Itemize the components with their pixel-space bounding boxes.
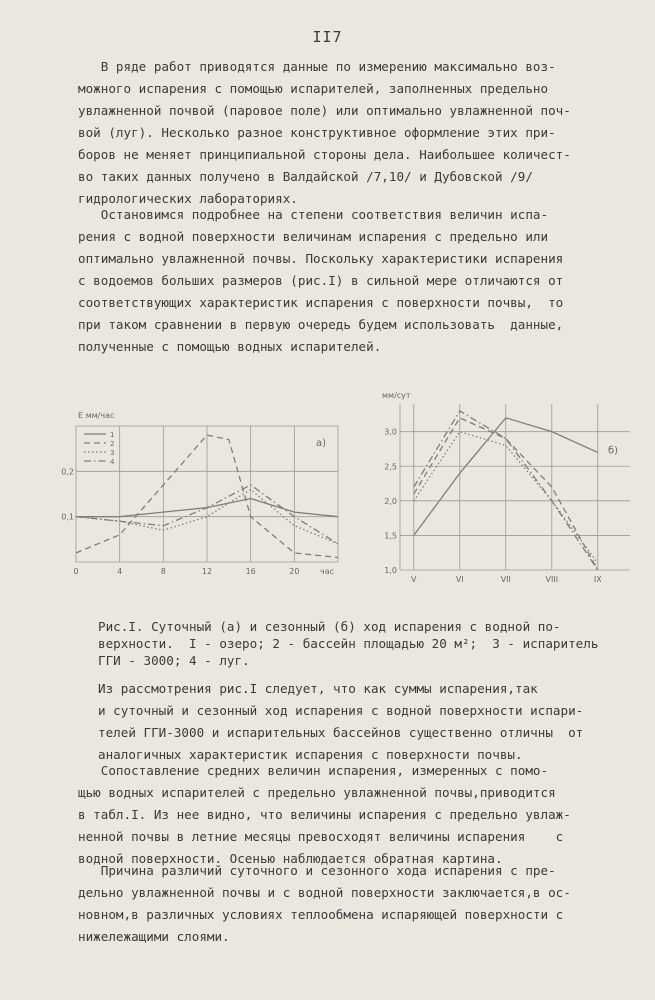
panel-label: а): [316, 438, 327, 449]
legend-label: 4: [110, 458, 115, 466]
paragraph-4: [78, 760, 571, 870]
page-number: II7: [312, 28, 343, 46]
text-line: Из рассмотрения рис.I следует, что как суммы испарения,так: [98, 681, 538, 696]
x-tick-label: 8: [160, 567, 166, 576]
caption-line: ГГИ - 3000; 4 - луг.: [98, 653, 250, 668]
y-tick-label: 0,2: [61, 467, 74, 477]
y-tick-label: 3,0: [384, 427, 397, 437]
text-line: гидрологических лабораториях.: [78, 191, 298, 206]
caption-line: верхности. I - озеро; 2 - бассейн площадью 20 м²; 3 - испаритель: [98, 636, 599, 651]
text-line: вой (луг). Несколько разное конструктивное оформление этих при-: [78, 125, 556, 140]
x-tick-label: VII: [500, 575, 511, 584]
x-tick-label: V: [411, 575, 417, 584]
x-tick-label: VI: [455, 575, 464, 584]
text-line: оптимально увлажненной почвы. Поскольку характеристики испарения: [78, 251, 564, 266]
y-tick-label: 2,0: [384, 496, 397, 506]
y-tick-label: 1,5: [384, 531, 397, 541]
x-tick-label: 0: [73, 567, 79, 576]
text-line: рения с водной поверхности величинам испарения с предельно или: [78, 229, 549, 244]
x-tick-label: IX: [593, 575, 602, 584]
text-line: боров не меняет принципиальной стороны дела. Наибольшее количест-: [78, 147, 571, 162]
legend-label: 3: [110, 449, 115, 457]
text-line: телей ГГИ-3000 и испарительных бассейнов существенно отличны от: [98, 725, 584, 740]
paragraph-5: [78, 860, 571, 948]
caption-line: Рис.I. Суточный (а) и сезонный (б) ход испарения с водной по-: [98, 619, 561, 634]
text-line: можного испарения с помощью испарителей, заполненных предельно: [78, 81, 549, 96]
text-line: в табл.I. Из нее видно, что величины испарения с предельно увлаж-: [78, 807, 571, 822]
x-tick-label: 4: [117, 567, 123, 576]
text-line: водной поверхности. Осенью наблюдается обратная картина.: [78, 851, 503, 866]
text-line: В ряде работ приводятся данные по измерению максимально воз-: [78, 59, 556, 74]
y-axis-label: мм/сут: [382, 391, 411, 400]
paragraph-1: [78, 56, 571, 210]
legend-label: 2: [110, 440, 115, 448]
x-tick-label: VIII: [545, 575, 559, 584]
y-tick-label: 0,1: [61, 512, 74, 522]
legend-label: 1: [110, 431, 115, 439]
text-line: увлажненной почвой (паровое поле) или оптимально увлажненной поч-: [78, 103, 571, 118]
text-line: и суточный и сезонный ход испарения с водной поверхности испари-: [98, 703, 584, 718]
text-line: Остановимся подробнее на степени соответствия величин испа-: [78, 207, 549, 222]
figure-caption: [98, 618, 598, 669]
text-line: во таких данных получено в Валдайской /7,10/ и Дубовской /9/: [78, 169, 533, 184]
text-line: ненной почвы в летние месяцы превосходят величины испарения с: [78, 829, 564, 844]
text-line: Сопоставление средних величин испарения, измеренных с помо-: [78, 763, 549, 778]
x-tick-label: 12: [201, 567, 213, 576]
text-line: дельно увлажненной почвы и с водной поверхности заключается,в ос-: [78, 885, 571, 900]
y-tick-label: 1,0: [384, 566, 397, 575]
text-line: соответствующих характеристик испарения с поверхности почвы, то: [78, 295, 564, 310]
text-line: полученные с помощью водных испарителей.: [78, 339, 382, 354]
y-axis-label: E мм/час: [78, 411, 115, 420]
text-line: новном,в различных условиях теплообмена испаряющей поверхности с: [78, 907, 564, 922]
paragraph-2: [78, 204, 563, 358]
panel-label: б): [608, 445, 619, 457]
text-line: с водоемов больших размеров (рис.I) в сильной мере отличаются от: [78, 273, 564, 288]
text-line: щью водных испарителей с предельно увлажненной почвы,приводится: [78, 785, 556, 800]
paragraph-3: [98, 678, 583, 766]
chart-diurnal-evaporation: [58, 402, 338, 577]
x-tick-label: 20: [289, 567, 300, 576]
x-axis-label: час: [319, 567, 334, 576]
text-line: аналогичных характеристик испарения с поверхности почвы.: [98, 747, 523, 762]
chart-seasonal-evaporation: [372, 386, 632, 584]
text-line: при таком сравнении в первую очередь будем использовать данные,: [78, 317, 564, 332]
y-tick-label: 2,5: [384, 462, 397, 472]
text-line: Причина различий суточного и сезонного хода испарения с пре-: [78, 863, 556, 878]
text-line: нижележащими слоями.: [78, 929, 230, 944]
x-tick-label: 16: [245, 567, 256, 576]
